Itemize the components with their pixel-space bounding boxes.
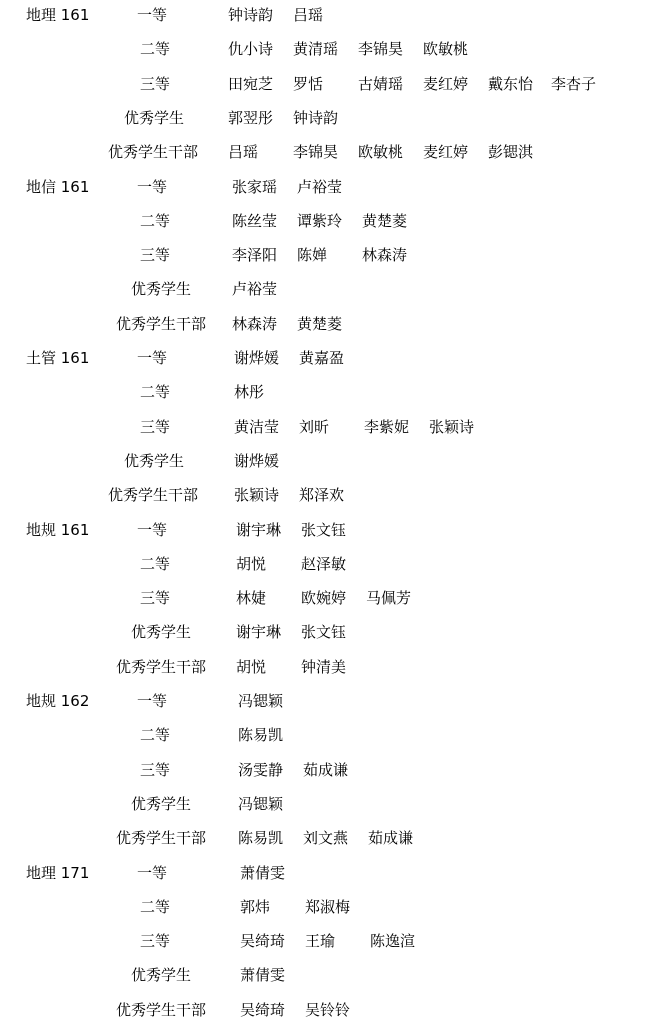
student-name: 彭锶淇	[488, 143, 534, 162]
award-category: 优秀学生干部	[116, 314, 207, 333]
award-row	[0, 209, 665, 233]
student-name: 谢宇琳	[236, 623, 282, 642]
award-row	[0, 758, 665, 782]
student-name: 李紫妮	[364, 417, 410, 436]
student-name: 郭翌彤	[228, 108, 274, 127]
student-name: 张家瑶	[232, 177, 278, 196]
student-name: 林婕	[236, 589, 267, 608]
award-category: 一等	[137, 520, 168, 539]
student-name: 马佩芳	[366, 589, 412, 608]
award-row	[0, 140, 665, 164]
student-name: 麦红婷	[423, 74, 469, 93]
award-row	[0, 3, 665, 27]
award-category: 一等	[137, 177, 168, 196]
student-name: 黄楚菱	[297, 314, 343, 333]
student-name: 陈婵	[297, 246, 328, 265]
student-name: 茹成谦	[368, 829, 414, 848]
student-name: 林森涛	[362, 246, 408, 265]
student-name: 张颖诗	[234, 486, 280, 505]
student-name: 陈易凯	[238, 829, 284, 848]
student-name: 刘文燕	[303, 829, 349, 848]
student-name: 冯锶颖	[238, 692, 284, 710]
award-category: 优秀学生干部	[108, 486, 199, 505]
class-name: 地规 161	[26, 520, 90, 539]
student-name: 古婧瑶	[358, 74, 404, 93]
award-row	[0, 963, 665, 987]
student-name: 黄楚菱	[362, 211, 408, 230]
student-name: 吕瑶	[293, 6, 324, 24]
student-name: 吴铃铃	[305, 1000, 351, 1019]
student-name: 萧倩雯	[240, 863, 286, 882]
award-row	[0, 243, 665, 267]
award-category: 二等	[140, 554, 171, 573]
award-category: 三等	[140, 417, 171, 436]
award-row	[0, 380, 665, 404]
student-name: 钟清美	[301, 657, 347, 676]
student-name: 黄洁莹	[234, 417, 280, 436]
award-row	[0, 415, 665, 439]
student-name: 张颖诗	[429, 417, 475, 436]
student-name: 谢烨媛	[234, 451, 280, 470]
student-name: 茹成谦	[303, 760, 349, 779]
student-name: 汤雯静	[238, 760, 284, 779]
student-name: 欧婉婷	[301, 589, 347, 608]
class-name: 土管 161	[26, 349, 90, 367]
student-name: 陈易凯	[238, 726, 284, 745]
student-name: 张文钰	[301, 520, 347, 539]
student-name: 郑泽欢	[299, 486, 345, 505]
student-name: 胡悦	[236, 657, 267, 676]
student-name: 钟诗韵	[293, 108, 339, 127]
student-name: 钟诗韵	[228, 6, 274, 24]
award-row	[0, 483, 665, 507]
student-name: 吴绮琦	[240, 932, 286, 951]
student-name: 冯锶颖	[238, 794, 284, 813]
student-name: 萧倩雯	[240, 966, 286, 985]
award-row	[0, 655, 665, 679]
award-row	[0, 106, 665, 130]
student-name: 吕瑶	[228, 143, 259, 162]
award-row	[0, 620, 665, 644]
award-category: 优秀学生	[124, 451, 185, 470]
award-row	[0, 346, 665, 370]
award-row	[0, 586, 665, 610]
class-name: 地信 161	[26, 177, 90, 196]
student-name: 张文钰	[301, 623, 347, 642]
award-row	[0, 723, 665, 747]
award-row	[0, 826, 665, 850]
student-name: 罗恬	[293, 74, 324, 93]
award-category: 优秀学生	[131, 966, 192, 985]
award-category: 一等	[137, 692, 168, 710]
award-category: 三等	[140, 589, 171, 608]
student-name: 吴绮琦	[240, 1000, 286, 1019]
class-name: 地理 161	[26, 6, 90, 24]
award-category: 二等	[140, 383, 171, 402]
student-name: 欧敏桃	[423, 40, 469, 59]
award-category: 二等	[140, 40, 171, 59]
award-category: 优秀学生	[131, 623, 192, 642]
student-name: 林森涛	[232, 314, 278, 333]
award-row	[0, 449, 665, 473]
student-name: 王瑜	[305, 932, 336, 951]
award-category: 二等	[140, 897, 171, 916]
award-category: 优秀学生干部	[108, 143, 199, 162]
award-row	[0, 792, 665, 816]
student-name: 陈逸渲	[370, 932, 416, 951]
student-name: 刘昕	[299, 417, 330, 436]
student-name: 郭炜	[240, 897, 271, 916]
award-category: 优秀学生	[131, 794, 192, 813]
student-name: 陈丝莹	[232, 211, 278, 230]
award-row	[0, 929, 665, 953]
student-name: 林彤	[234, 383, 265, 402]
student-name: 谢宇琳	[236, 520, 282, 539]
award-row	[0, 895, 665, 919]
award-category: 优秀学生	[131, 280, 192, 299]
student-name: 田宛芝	[228, 74, 274, 93]
award-row	[0, 689, 665, 713]
award-row	[0, 518, 665, 542]
award-row	[0, 998, 665, 1022]
award-row	[0, 37, 665, 61]
student-name: 郑淑梅	[305, 897, 351, 916]
award-category: 三等	[140, 932, 171, 951]
student-name: 麦红婷	[423, 143, 469, 162]
award-category: 一等	[137, 863, 168, 882]
student-name: 李泽阳	[232, 246, 278, 265]
award-category: 优秀学生干部	[116, 657, 207, 676]
award-category: 三等	[140, 246, 171, 265]
award-category: 优秀学生干部	[116, 829, 207, 848]
award-row	[0, 175, 665, 199]
award-row	[0, 72, 665, 96]
student-name: 李锦昊	[358, 40, 404, 59]
student-name: 仇小诗	[228, 40, 274, 59]
award-category: 三等	[140, 760, 171, 779]
award-row	[0, 277, 665, 301]
award-category: 三等	[140, 74, 171, 93]
award-category: 优秀学生	[124, 108, 185, 127]
award-category: 一等	[137, 6, 168, 24]
award-category: 二等	[140, 726, 171, 745]
award-category: 优秀学生干部	[116, 1000, 207, 1019]
award-row	[0, 861, 665, 885]
student-name: 黄嘉盈	[299, 349, 345, 367]
award-row	[0, 312, 665, 336]
student-name: 谢烨媛	[234, 349, 280, 367]
award-category: 一等	[137, 349, 168, 367]
student-name: 赵泽敏	[301, 554, 347, 573]
award-category: 二等	[140, 211, 171, 230]
class-name: 地规 162	[26, 692, 90, 710]
student-name: 谭紫玲	[297, 211, 343, 230]
student-name: 李杏子	[551, 74, 597, 93]
student-name: 黄清瑶	[293, 40, 339, 59]
student-name: 李锦昊	[293, 143, 339, 162]
student-name: 戴东怡	[488, 74, 534, 93]
student-name: 卢裕莹	[297, 177, 343, 196]
award-row	[0, 552, 665, 576]
student-name: 卢裕莹	[232, 280, 278, 299]
student-name: 欧敏桃	[358, 143, 404, 162]
class-name: 地理 171	[26, 863, 90, 882]
student-name: 胡悦	[236, 554, 267, 573]
